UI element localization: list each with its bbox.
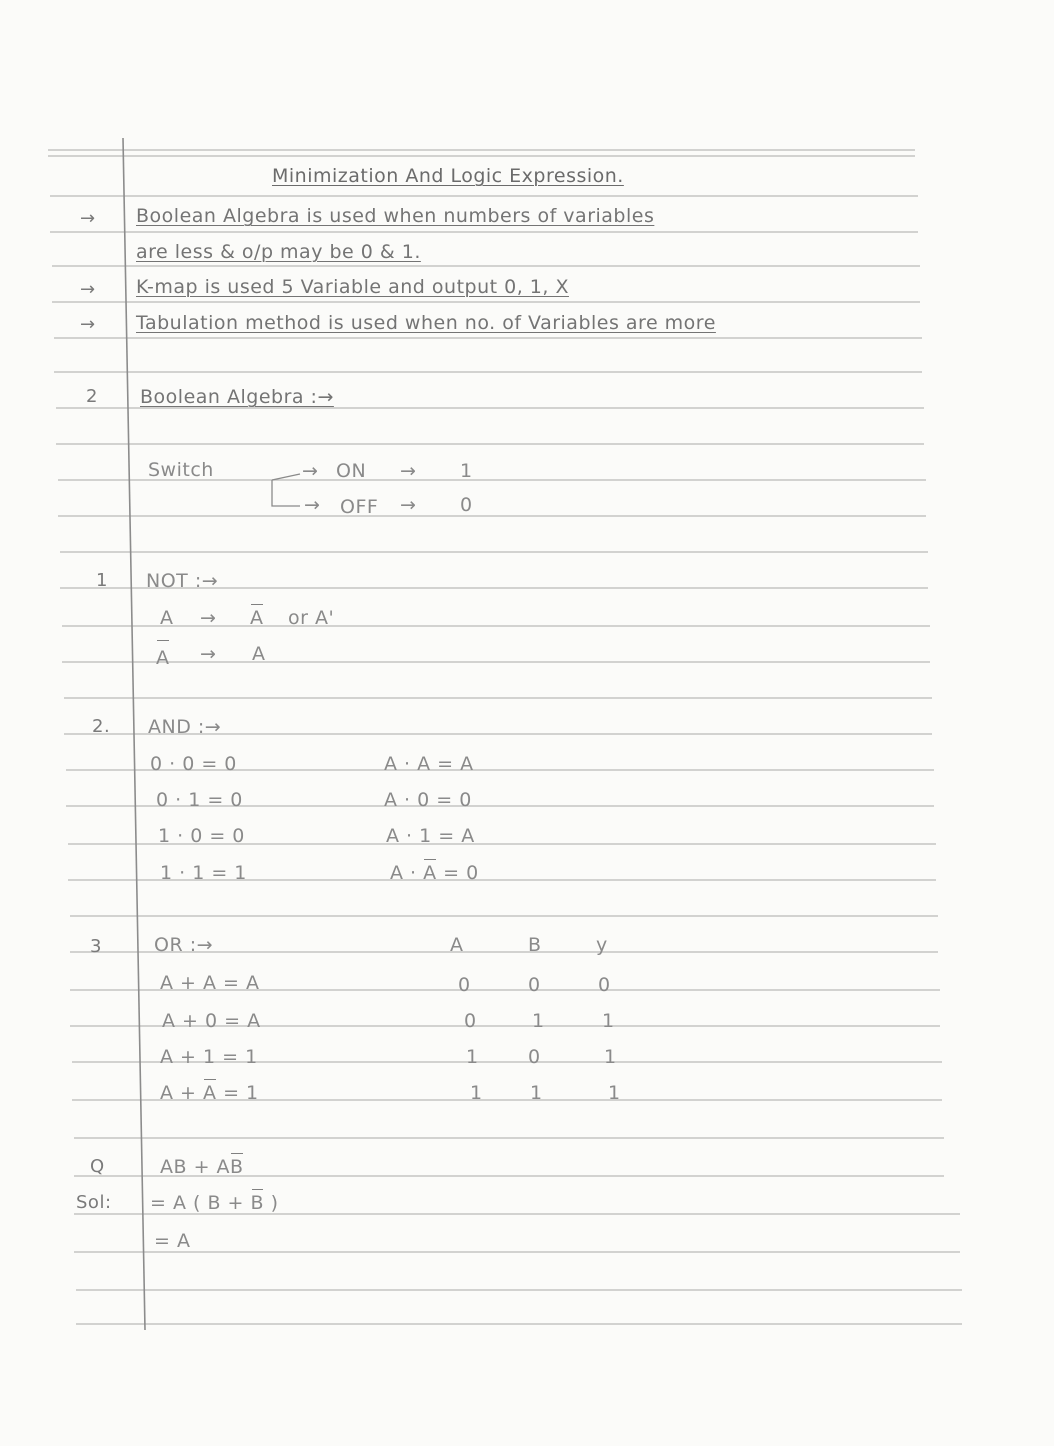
or-table-cell: 0 (598, 974, 611, 996)
and-row-left: 1 · 1 = 1 (160, 862, 247, 884)
and-heading: AND :→ (148, 716, 222, 738)
not-double-bar-text: A (156, 643, 170, 669)
and-row-right-abar: A (423, 862, 437, 884)
switch-on: ON (336, 460, 367, 482)
switch-arrow: → (400, 460, 417, 482)
or-table-cell: 1 (604, 1046, 617, 1068)
or-table-header: y (596, 934, 608, 956)
and-row-left: 1 · 0 = 0 (158, 825, 245, 847)
boolean-heading: Boolean Algebra :→ (140, 386, 334, 408)
or-rule: A + 0 = A (162, 1010, 261, 1032)
question-expr-bbar: B (230, 1156, 244, 1178)
solution-line-1-a: = A ( B + (150, 1192, 244, 1214)
and-row-right: A · 1 = A (386, 825, 475, 847)
and-row-right: A · 0 = 0 (384, 789, 472, 811)
switch-on-value: 1 (460, 460, 473, 482)
intro-line-2: are less & o/p may be 0 & 1. (136, 241, 421, 263)
switch-arrow: → (304, 494, 321, 516)
or-table-cell: 0 (528, 1046, 541, 1068)
not-abar (250, 607, 264, 629)
solution-label: Sol: (76, 1192, 112, 1213)
not-a: A (160, 607, 174, 629)
or-table-cell: 0 (458, 974, 471, 996)
or-table-cell: 1 (470, 1082, 483, 1104)
question-expression (160, 1156, 244, 1178)
or-rule4-a: A + (160, 1082, 197, 1104)
or-table-cell: 1 (532, 1010, 545, 1032)
or-table-cell: 0 (528, 974, 541, 996)
or-table-cell: 0 (464, 1010, 477, 1032)
not-arrow: → (200, 643, 217, 665)
switch-bracket (272, 474, 300, 506)
solution-line-1-b: ) (270, 1192, 279, 1214)
switch-arrow: → (400, 494, 417, 516)
not-double-bar (156, 643, 170, 669)
or-table-header: B (528, 934, 542, 956)
section-mark: 2 (86, 386, 98, 407)
and-row-right: A · A = A (384, 753, 474, 775)
and-row-right-a: A · (390, 862, 417, 884)
intro-line-1: Boolean Algebra is used when numbers of variables (136, 205, 655, 227)
or-table-cell: 1 (466, 1046, 479, 1068)
switch-arrow: → (302, 460, 319, 482)
solution-line-1 (150, 1192, 279, 1214)
and-row-right (390, 862, 479, 884)
intro-line-3: K-map is used 5 Variable and output 0, 1, X (136, 276, 569, 298)
section-number: 2. (92, 716, 111, 737)
or-table-cell: 1 (530, 1082, 543, 1104)
or-rule4-abar: A (203, 1082, 217, 1104)
or-table-cell: 1 (602, 1010, 615, 1032)
switch-off: OFF (340, 496, 379, 518)
arrow-mark: → (80, 314, 96, 335)
switch-label: Switch (148, 459, 214, 481)
not-result: A (252, 643, 266, 665)
solution-line-2: = A (154, 1230, 191, 1252)
question-mark: Q (90, 1156, 105, 1177)
or-table-cell: 1 (608, 1082, 621, 1104)
and-row-right-eq: = 0 (443, 862, 479, 884)
arrow-mark: → (80, 279, 96, 300)
not-or: or A' (288, 607, 335, 629)
or-rule (160, 1082, 259, 1104)
intro-line-4: Tabulation method is used when no. of Variables are more (136, 312, 716, 334)
solution-line-1-bbar: B (250, 1192, 265, 1214)
and-row-left: 0 · 0 = 0 (150, 753, 237, 775)
or-heading: OR :→ (154, 934, 214, 956)
or-table-header: A (450, 934, 464, 956)
arrow-mark: → (80, 208, 96, 229)
or-rule4-eq: = 1 (223, 1082, 259, 1104)
or-rule: A + 1 = 1 (160, 1046, 258, 1068)
switch-off-value: 0 (460, 494, 473, 516)
section-number: 3 (90, 936, 102, 957)
or-rule: A + A = A (160, 972, 260, 994)
not-arrow: → (200, 607, 217, 629)
page-title: Minimization And Logic Expression. (272, 165, 624, 187)
not-heading: NOT :→ (146, 570, 219, 592)
not-abar-text: A (250, 607, 264, 629)
section-number: 1 (96, 570, 108, 591)
and-row-left: 0 · 1 = 0 (156, 789, 243, 811)
question-expr-a: AB + A (160, 1156, 231, 1178)
